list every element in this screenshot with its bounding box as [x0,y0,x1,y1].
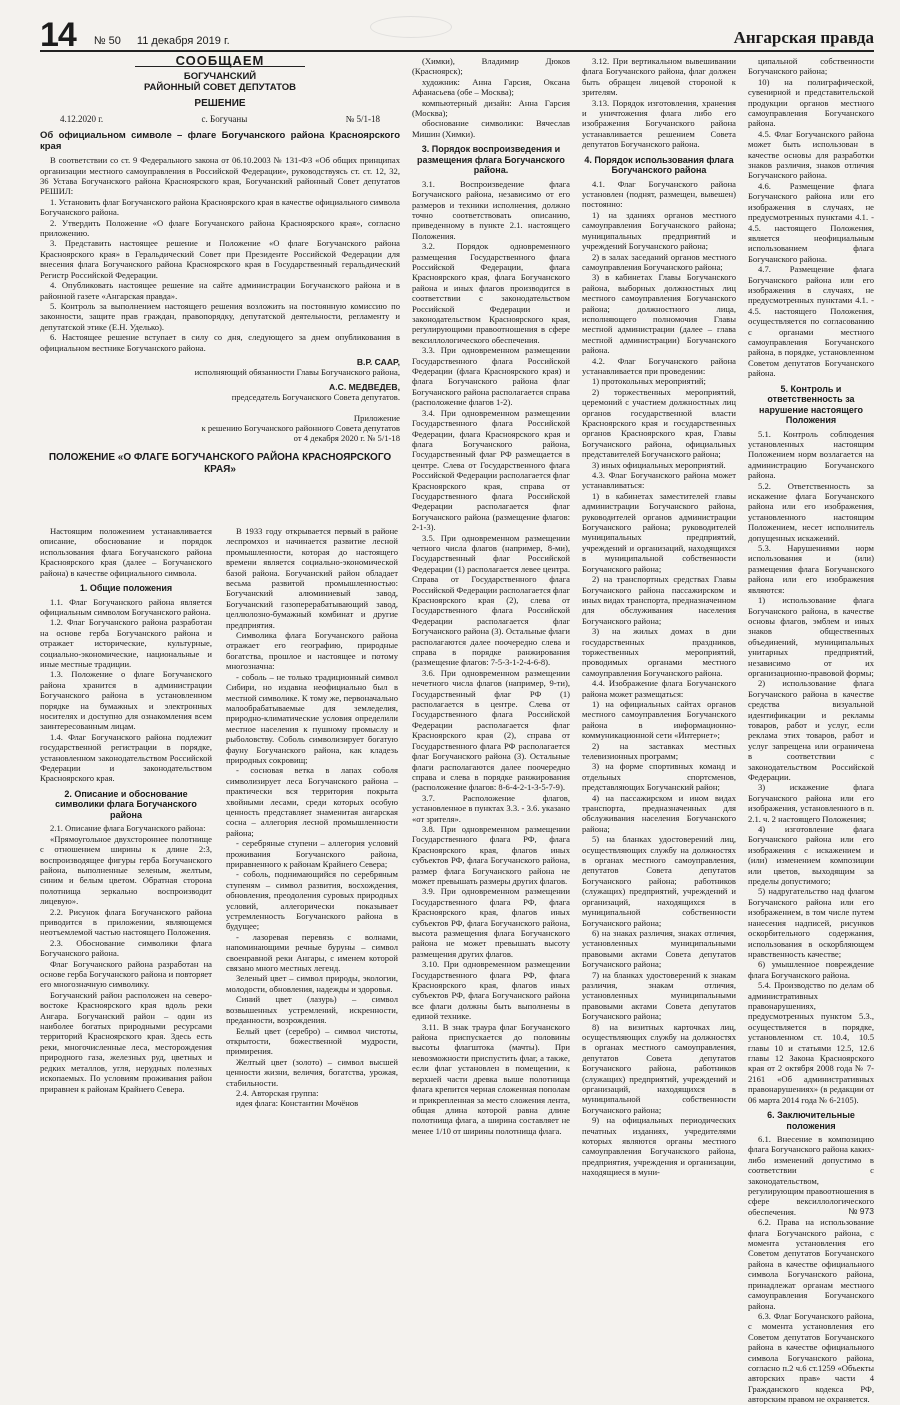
paragraph: 1) использование флага Богучанского района, в качестве основы флагов, эмблем и иных знаков общественных объединений, муниципальных унитарных предприятий, независимо от их организационно-правовой формы; [748,595,874,678]
signer-2-name: А.С. МЕДВЕДЕВ, [329,381,400,392]
intro: Настоящим положением устанавливается описание, обоснование и порядок использования флага Богучанского района Красноярского края (далее – Богучанского района) в качестве официального символа. [40,526,212,578]
paragraph: Зеленый цвет – символ природы, экологии, молодости, обновления, надежды и здоровья. [226,973,398,994]
decision-meta [60,114,380,124]
decision-paragraph: 6. Настоящее решение вступает в силу со дня, следующего за днем опубликования в официальном вестнике Богучанского района. [40,332,400,353]
decision-heading: РЕШЕНИЕ [194,98,246,110]
paragraph: 3) на жилых домах в дни государственных праздников, торжественных мероприятий, проводимых органами местного самоуправления Богучанского района. [582,626,736,678]
paragraph: 1) в кабинетах заместителей главы администрации Богучанского района, руководителей органов администрации Богучанского района; руководителей муниципальных предприятий, учреждений и организаций, находящихся в муниципальной собственности Богучанского района; [582,490,736,574]
section-heading: 5. Контроль и ответственность за нарушение настоящего Положения [759,383,863,426]
paragraph: Желтый цвет (золото) – символ высшей ценности жизни, величия, богатства, урожая, стабильности. [226,1056,398,1088]
paragraph: - соболь, поднимающийся по серебряным ступеням – символ развития, восхождения, обновления, преодоления суровых природных условий, аллегорически показывает устремленность Богучанского района в будущее; [226,869,398,932]
paragraph: 3) в кабинетах Главы Богучанского района, выборных должностных лиц местного самоуправления Богучанского района; должностного лица, исполняющего полномочия Главы местной администрации (далее – глава местной администрации) Богучанского района. [582,272,736,356]
paragraph: 6) умышленное повреждение флага Богучанского района. [748,959,874,980]
paragraph: 5) на бланках удостоверений лиц, осуществляющих службу на должностях в органах местного самоуправления, депутатов Совета депутатов Богучанского района; работников (служащих) предприятий, учреждений и организаций, находящихся в муниципальной собственности Богучанского района; [582,834,736,928]
paragraph: 2.2. Рисунок флага Богучанского района приводится в приложении, являющемся неотъемлемой частью настоящего Положения. [40,906,212,938]
paragraph: 1) на зданиях органов местного самоуправления Богучанского района; муниципальных предприятий и учреждений Богучанского района; [582,209,736,252]
paragraph: 1.1. Флаг Богучанского района является официальным символом Богучанского района. [40,596,212,617]
paragraph: 3.6. При одновременном размещении нечетного числа флагов (например, 9-ти), Государственный флаг РФ (1) располагается в центре. Слева от Государственного флага Российской Федерации располагается флаг Красноярского края (2), справа от Государственного флага РФ располагается флаг Богучанского района (3). Остальные флаги располагаются далее поочередно справа и слева в порядке ранжирования (расположение флагов: 8-6-4-2-1-3-5-7-9). [412,667,570,793]
decision-paragraph: 3. Представить настоящее решение и Положение «О флаге Богучанского района Красноярского края» в Геральдический Совет при Президенте Российской Федерации для внесения флага Богучанского района Красноярского края в Государственный геральдический Регистр Российской Федерации. [40,238,400,280]
paragraph: Флаг Богучанского района разработан на основе герба Богучанского района и повторяет его многозначную символику. [40,958,212,990]
paragraph: 4.1. Флаг Богучанского района установлен (поднят, размещен, вывешен) постоянно: [582,178,736,210]
paragraph: - сосновая ветка в лапах соболя символизирует леса Богучанского района – практически вся территория покрыта хвойными лесами, среди которых особую ценность представляет знаменитая ангарская сосна – аллегория лесной промышленности района; [226,765,398,838]
section-heading: 6. Заключительные положения [767,1110,855,1131]
paragraph: Символика флага Богучанского района отражает его географию, природные богатства, прошлое и настоящее и потому многозначна: [226,630,398,672]
paragraph: 6.3. Флаг Богучанского района, с момента установления его Советом депутатов Богучанского района в качестве официального символа Богучанского района, согласно п.2 ч.6 ст.1259 «Объекты авторских прав» части 4 Гражданского кодекса РФ, авторским правом не охраняется. [748,1310,874,1405]
paragraph: 3) иных официальных мероприятий. [592,459,726,470]
paragraph: 7) на бланках удостоверений к знакам различия, знакам отличия, установленных муниципальными правовыми актами Совета депутатов Богучанского района; [582,969,736,1022]
decision-date: 4.12.2020 г. [60,113,104,124]
appendix-line: к решению Богучанского районного Совета депутатов [201,422,400,433]
org-name-2: РАЙОННЫЙ СОВЕТ ДЕПУТАТОВ [144,82,296,94]
paragraph: 4.4. Изображение флага Богучанского района может размещаться: [582,678,736,699]
decision-paragraph: 2. Утвердить Положение «О флаге Богучанского района Красноярского края», согласно приложению. [40,217,400,239]
paragraph: 3.7. Расположение флагов, установленное в пунктах 3.3. - 3.6. указано «от зрителя». [412,792,570,824]
paragraph: 3.8. При одновременном размещении Государственного флага РФ, флага Красноярского края, флагов иных субъектов РФ, флага Богучанского района, размер флага Богучанского района не может превышать размеры других флагов. [412,823,570,886]
paragraph: 3.10. При одновременном размещении Государственного флага РФ, флага Красноярского края, флагов иных субъектов РФ, флага Богучанского района все флаги должны быть выполнены в единой технике. [412,959,570,1022]
section-heading: 1. Общие положения [79,583,173,594]
paragraph: 3.1. Воспроизведение флага Богучанского района, независимо от его размеров и техники исполнения, должно точно соответствовать описанию, приведенному в пункте 2.1. настоящего Положения. [412,178,570,241]
column-3 [412,56,570,1216]
decision-title: Об официальном символе – флаге Богучанского района Красноярского края [40,130,400,153]
paragraph: 10) на полиграфической, сувенирной и представительской продукции органов местного самоуправления Богучанского района. [748,76,874,129]
section-heading: 2. Описание и обоснование символики флага Богучанского района [55,788,197,820]
decision-paragraph: В соответствии со ст. 9 Федерального закона от 06.10.2003 № 131-ФЗ «Об общих принципах организации местного самоуправления в Российской Федерации», руководствуясь ст. ст. 12, 32, 36 Устава Богучанского района Красноярского края, Богучанский районный Совет депутатов РЕШИЛ: [40,155,400,197]
order-number: № 973 [848,1206,874,1216]
paragraph: 3.12. При вертикальном вывешивании флага Богучанского района, флаг должен быть обращен лицевой стороной к зрителям. [582,56,736,98]
signer-2-role: председатель Богучанского Совета депутатов. [231,392,400,403]
paragraph: 2.3. Обоснование символики флага Богучанского района. [40,937,212,959]
paragraph: 3) на форме спортивных команд и отдельных спортсменов, представляющих Богучанский район; [582,761,736,793]
appendix-ref [40,413,400,444]
paragraph: В 1933 году открывается первый в районе леспромхоз и начинается развитие лесной промышленности, которая до настоящего времени является социально-экономической базой района. Богучанский район обладает весьма развитой промышленностью: Богучанский алюминиевый завод, Богучанский газоперерабатывающий завод, целлюлозно-бумажный комбинат и другие предприятия. [226,526,398,630]
paragraph: - соболь – не только традиционный символ Сибири, но издавна неофициально был в местной символике. К тому же, первоначально малообрабатываемые для земледелия, природно-климатические условия определили местное населения к пушному промыслу и рыболовству. Соболь символизирует богатую фауну Богучанского района, как кладезь природных сокровищ; [226,671,398,765]
position-title: ПОЛОЖЕНИЕ «О ФЛАГЕ БОГУЧАНСКОГО РАЙОНА КРАСНОЯРСКОГО КРАЯ» [48,451,392,475]
paragraph: 2.4. Авторская группа: [236,1087,319,1098]
paragraph: 4.6. Размещение флага Богучанского района или его изображения в случаях, не предусмотренных пунктами 4.1. - 4.5. настоящего Положения, является неофициальным использованием флага Богучанского района. [748,180,874,264]
paragraph: Синий цвет (лазурь) – символ возвышенных устремлений, искренности, преданности, возрождения. [226,994,398,1026]
decision-paragraph: 4. Опубликовать настоящее решение на сайте администрации Богучанского района и в районной газете «Ангарская правда». [40,280,400,301]
paragraph: 6.1. Внесение в композицию флага Богучанского района каких-либо изменений допустимо в соответствии с законодательством, регулирующим правоотношения в сфере вексиллологического обеспечения. [748,1134,874,1217]
issue-number: № 50 [93,35,121,47]
paragraph: 4) изготовление флага Богучанского района или его изображения с искажением и (или) изменением композиции или цветов, выходящим за пределы допустимого; [748,824,874,887]
paragraph: 3.5. При одновременном размещении четного числа флагов (например, 8-ми), Государственный флаг Российской Федерации (1) располагается левее центра. Справа от Государственного флага Российской Федерации располагается флаг Красноярского края (2), слева от Государственного флага Российской Федерации располагается флаг Богучанского района (3). Остальные флаги располагаются далее поочередно слева и справа в порядке ранжирования (размещение флагов: 7-5-3-1-2-4-6-8). [412,532,570,668]
paragraph: - серебряные ступени – аллегория условий проживания Богучанского района, приравненного к районам Крайнего Севера; [226,838,398,869]
paragraph: «Прямоугольное двухстороннее полотнище с отношением ширины к длине 2:3, воспроизводящее фигуры герба Богучанского района, выполненные зеленым, желтым, синим и белым цветом. Обратная сторона полотнища зеркально воспроизводит лицевую». [40,833,212,907]
paragraph: 6) на знаках различия, знаках отличия, установленных муниципальными правовыми актами Совета депутатов Богучанского района; [582,927,736,970]
paragraph: 4.2. Флаг Богучанского района устанавливается при проведении: [582,355,736,376]
paragraph: 5.4. Производство по делам об административных правонарушениях, предусмотренных пунктом 5.3., осуществляется в порядке, установленном ст. 10.4, 10.5 главы 10 и статьями 12.5, 12.6 главы 12 Закона Красноярского края от 2 октября 2008 года № 7-2161 «Об административных правонарушениях» (в редакции от 06 марта 2014 года № 6-2105). [748,980,874,1105]
paragraph: - лазоревая перевязь с волнами, напоминающими речные буруны – символ своенравной реки Ангары, с именем которой связано много местных легенд. [226,931,398,974]
paragraph: 5.2. Ответственность за искажение флага Богучанского района или его изображения, установленного настоящим Положением, несет исполнитель допущенных искажений. [748,480,874,543]
paragraph: 4.3. Флаг Богучанского района может устанавливаться: [582,470,736,491]
paragraph: компьютерный дизайн: Анна Гарсия (Москва); [412,97,570,119]
paragraph: 3.3. При одновременном размещении Государственного флага Российской Федерации (флага Красноярского края) и флага Богучанского района флаг Богучанского района располагается справа (расположение флагов 1-2). [412,345,570,408]
signature-2 [40,382,400,403]
column-2 [226,526,398,1216]
paragraph: 3.2. Порядок одновременного размещения Государственного флага Российской Федерации, флага Красноярского края, флага Богучанского района и иных флагов производится в соответствии с законодательством Российской Федерации и законодательством Красноярского края, регулирующими правоотношения в сфере вексиллологического обеспечения. [412,241,570,345]
column-4 [582,56,736,1216]
appendix-line: от 4 декабря 2020 г. № 5/1-18 [293,433,400,444]
paragraph: 6.2. Права на использование флага Богучанского района, с момента установления его Советом депутатов Богучанского района в качестве официального символа Богучанского района, принадлежат органам местного самоуправления Богучанского района. [748,1217,874,1311]
masthead [40,14,874,52]
column-1 [40,526,212,1216]
paragraph: 4.7. Размещение флага Богучанского района или его изображения в случаях, не предусмотренных пунктами 4.1. - 4.5. настоящего Положения, осуществляется по согласованию с органами местного самоуправления Богучанского района, в порядке, установленном Советом депутатов Богучанского района. [748,264,874,379]
section-heading: 4. Порядок использования флага Богучанского района [584,154,734,176]
paragraph: 2) на заставках местных телевизионных программ; [582,740,736,761]
decision-place: с. Богучаны [201,113,248,124]
paragraph: 4) на пассажирском и ином видах транспорта, предназначенных для обслуживания населения Богучанского района; [582,792,736,834]
paragraph: художник: Анна Гарсия, Оксана Афанасьева (обе – Москва); [412,76,570,98]
paragraph: 5.1. Контроль соблюдения установленных настоящим Положением норм возлагается на администрацию Богучанского района. [748,428,874,481]
paragraph: 9) на официальных периодических печатных изданиях, учредителями которых являются органы местного самоуправления Богучанского района, предприятия, учреждения и организации, находящиеся в муни- [582,1115,736,1178]
decision-block [40,53,400,482]
paragraph: идея флага: Константин Мочёнов [236,1098,359,1109]
paragraph: 3.4. При одновременном размещении Государственного флага Российской Федерации, флага Красноярского края и флага Богучанского района, Государственный флаг РФ размещается в центре. Слева от Государственного флага Российской Федерации располагается флаг Красноярского края, справа от Государственного флага Российской Федерации располагается флаг Богучанского района (размещение флагов: 2-1-3). [412,407,570,533]
paragraph: 2.1. Описание флага Богучанского района: [50,823,206,834]
paragraph: 3.13. Порядок изготовления, хранения и уничтожения флага либо его изображения Богучанского района устанавливается решением Совета депутатов Богучанского района. [582,97,736,150]
paragraph: 4.5. Флаг Богучанского района может быть использован в качестве основы для разработки знаков различия, знаков отличия Богучанского района. [748,128,874,181]
paragraph: 2) в залах заседаний органов местного самоуправления Богучанского района; [582,251,736,272]
paragraph: 1) на официальных сайтах органов местного самоуправления Богучанского района в информационно-коммуникационной сети «Интернет»; [582,698,736,741]
signer-1-name: В.Р. СААР, [356,356,400,367]
watermark-stamp [370,16,452,38]
issue-date: 11 декабря 2019 г. [136,35,230,47]
paragraph: 3) искажение флага Богучанского района или его изображения, установленного в п. 2.1. ч. 2 настоящего Положения; [748,782,874,824]
paragraph: 2) использование флага Богучанского района в качестве средства визуальной идентификации и рекламы товаров, работ и услуг, если реклама этих товаров, работ и услуг запрещена или ограничена в соответствии с законодательством Российской Федерации. [748,678,874,782]
paragraph: 2) на транспортных средствах Главы Богучанского района пассажирском и иных видах транспорта, предназначенном для обслуживания населения Богучанского района; [582,574,736,626]
paragraph: 8) на визитных карточках лиц, осуществляющих службу на должностях в органах местного самоуправления, депутатов Совета депутатов Богучанского района, работников (служащих) предприятий, учреждений и организаций, находящихся в муниципальной собственности Богучанского района; [582,1021,736,1115]
section-heading: 3. Порядок воспроизведения и размещения флага Богучанского района. [417,144,565,176]
page-number: 14 [40,16,76,54]
paragraph: 1.3. Положение о флаге Богучанского района хранится в администрации Богучанского района в установленном порядке на бумажных и электронных носителях и доступно для ознакомления всем заинтересованным лицам. [40,669,212,732]
signature-1 [40,357,400,378]
newspaper-title: Ангарская правда [733,28,874,47]
rubric: СООБЩАЕМ [135,56,305,67]
org-name-1: БОГУЧАНСКИЙ [183,71,257,83]
paragraph: 5.3. Нарушениями норм использования и (или) размещения флага Богучанского района или его изображения являются: [748,543,874,595]
paragraph: Белый цвет (серебро) – символ чистоты, открытости, божественной мудрости, примирения. [226,1025,398,1057]
paragraph: ципальной собственности Богучанского района; [748,56,874,77]
paragraph: (Химки), Владимир Дюков (Красноярск); [412,56,570,77]
decision-number: № 5/1-18 [345,113,380,124]
paragraph: обоснование символики: Вячеслав Мишин (Химки). [412,118,570,139]
paragraph: Богучанский район расположен на северо-востоке Красноярского края вдоль реки Ангара. Богучанский район – один из наиболее богатых природными ресурсами территорий Красноярского края. Здесь есть реки, многочисленные леса, месторождения природного газа, железных руд, цветных и редких металлов, угля, нерудных полезных ископаемых. По условиям проживания район приравнен к районам Крайнего Севера. [40,989,212,1094]
signer-1-role: исполняющий обязанности Главы Богучанского района, [194,367,400,378]
paragraph: 3.11. В знак траура флаг Богучанского района приспускается до половины высоты флагштока (мачты). При невозможности приспустить флаг, а также, если флаг установлен в помещении, к верхней части древка выше полотнища флага крепится черная сложенная пополам и прикрепленная за место сложения лента, общая длина которой равна длине полотнища флага, а ширина составляет не менее 1/10 от ширины полотнища флага. [412,1021,570,1136]
decision-paragraph: 5. Контроль за выполнением настоящего решения возложить на постоянную комиссию по законности, защите прав граждан, правопорядку, депутатской деятельности, регламенту и депутатской этике (Е.Н. Уделько). [40,300,400,332]
paragraph: 3.9. При одновременном размещении Государственного флага РФ, флага Красноярского края, флагов иных субъектов РФ, флага Богучанского района, высота размещения флага Богучанского района не может превышать высоту размещения других флагов. [412,886,570,959]
appendix-line: Приложение [353,412,400,423]
article-columns [40,53,874,1405]
paragraph: 1.2. Флаг Богучанского района разработан на основе герба Богучанского района и отражает исторические, культурные, социально-экономические, национальные и иные местные традиции. [40,617,212,669]
paragraph: 2) торжественных мероприятий, церемоний с участием должностных лиц органов государственной власти Красноярского края и государственных органов Красноярского края, Главы Богучанского района, официальных представителей Богучанского района; [582,386,736,460]
paragraph: 1.4. Флаг Богучанского района подлежит государственной регистрации в порядке, установленном законодательством Российской Федерации и законодательством Красноярского края. [40,731,212,784]
decision-paragraph: 1. Установить флаг Богучанского района Красноярского края в качестве официального символа Богучанского района. [40,196,400,218]
paragraph: 1) протокольных мероприятий; [592,376,706,387]
paragraph: 5) надругательство над флагом Богучанского района или его изображением, в том числе путем нанесения надписей, рисунков оскорбительного содержания, использования в оскорбляющем нравственность качестве; [748,886,874,959]
